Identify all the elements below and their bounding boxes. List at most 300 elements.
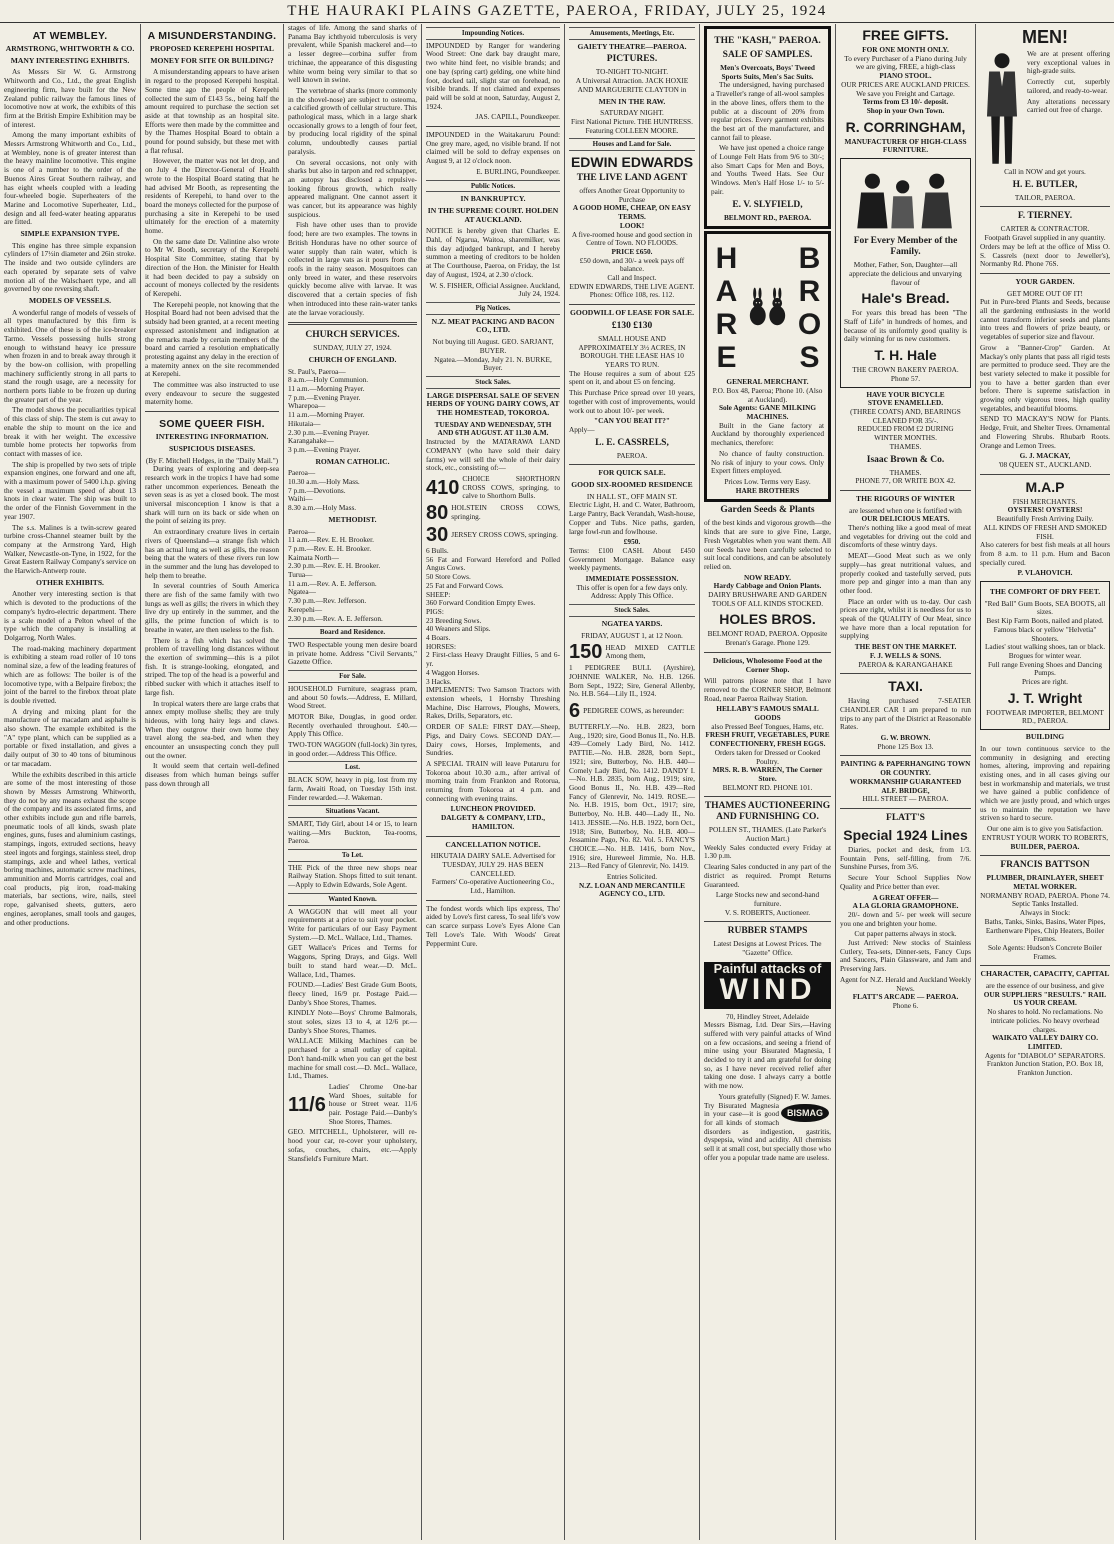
list-item: PIGS:	[426, 606, 444, 616]
article-paragraph: Another very interesting section is that which is devoted to the productions of the company's hydro-electric department. There is a scale model of a Pelton wheel of the type which the company is installing at Dolgarrog, North Wales.	[4, 589, 136, 642]
notice: THAMES.	[889, 441, 922, 451]
notice: (THREE COATS) AND, BEARINGS CLEANED FOR 35/-.	[850, 406, 961, 425]
notice: For years this bread has been "The Staff of Life" in hundreds of homes, and because of its uniformly good quality is daily winning for us new customers.	[844, 308, 967, 344]
list-item: 6 Bulls.	[426, 546, 449, 556]
signature: JAS. CAPILL, Poundkeeper.	[475, 112, 560, 122]
article-paragraph: The Kerepehi people, not knowing that the Hospital Board had not been advised that the subsidy had been granted, at a recent meeting expressed astonishment and indignation at the remarks made by certain members of the board and carried a resolution emphatically protesting against any delay in the erection of a maternity annex on the site recommended at Kerepehi.	[145, 299, 279, 379]
list-item: Paeroa—	[288, 468, 316, 478]
subheading: MODELS OF VESSELS.	[28, 295, 112, 305]
subheading: YOUR GARDEN.	[1015, 276, 1075, 286]
banner-line: Painful attacks of	[713, 960, 822, 976]
heading: SALE OF SAMPLES.	[722, 50, 813, 60]
list-item: 7 p.m.—Evening Prayer.	[288, 392, 361, 402]
section-label: Stock Sales.	[569, 604, 695, 617]
notice: SATURDAY NIGHT.	[600, 108, 664, 118]
notice: There's nothing like a good meal of meat and vegetables for driving out the cold and discomforts of these wintry days.	[840, 523, 971, 550]
section-label: Wanted Known.	[288, 893, 417, 906]
stock-lot	[426, 525, 560, 545]
column-6	[699, 24, 835, 1540]
proprietor: V. S. ROBERTS, Auctioneer.	[724, 907, 811, 917]
section-label: For Sale.	[288, 670, 417, 683]
notice: CARTER & CONTRACTOR.	[1000, 224, 1090, 234]
classified-ad: Ladies' Chrome One-bar Ward Shoes, suitable for house or Street wear. 11/6 pair. Postage Paid.—Danby's Shoe Stores, Thames.	[328, 1081, 417, 1126]
article-paragraph: A drying and mixing plant for the manufacture of tar macadam and asphalte is also shown. The example exhibited is the "A" type plant, which can be supplied as a portable or fixed installation, and gives a daily output of 30 to 40 tons of bituminous or tar macadam.	[4, 706, 136, 768]
notice: A GOOD HOME, CHEAP, ON EASY TERMS.	[572, 203, 692, 222]
shop-name: R. CORRINGHAM,	[845, 118, 966, 135]
notice: Mother, Father, Son, Daughter—all appreciate the delicious and unvarying flavour of	[849, 260, 962, 287]
stock-lot	[426, 503, 560, 523]
notice: FISH MERCHANTS.	[1012, 496, 1078, 506]
column-7	[835, 24, 975, 1540]
rc-list	[288, 469, 417, 513]
notice: 1 PEDIGREE BULL (Ayrshire), JOHNNIE WALKER, No. H.B. 1266. Born Sept., 1922; Sire, General Allenby, No. H.B. 564—Lily II., 1924.	[569, 663, 695, 699]
notice: PHONE 77, OR WRITE BOX 42.	[855, 476, 956, 486]
logo-text: HARE	[710, 242, 743, 375]
stock-description: CHOICE SHORTHORN CROSS COWS, springing, to calve to Shorthorn Bulls.	[462, 473, 560, 501]
sale-dates: TUESDAY AND WEDNESDAY, 5TH AND 6TH AUGUST. AT 11.30 A.M.	[434, 419, 552, 438]
list-item: 50 Store Cows.	[426, 572, 471, 582]
stock-count: 410	[426, 476, 460, 499]
proprietor: H. E. BUTLER,	[1012, 179, 1078, 190]
stock-list	[426, 547, 560, 686]
column-1	[0, 24, 140, 1540]
subheading: CHURCH OF ENGLAND.	[308, 354, 397, 364]
auctioneer: DALGETY & COMPANY, LTD., HAMILTON.	[440, 813, 546, 831]
stock-count: 30	[426, 524, 449, 547]
subheading: MONEY FOR SITE OR BUILDING?	[150, 55, 274, 65]
stock-description: JERSEY CROSS COWS, springing.	[451, 529, 558, 539]
subheading: CANCELLATION NOTICE.	[445, 839, 541, 849]
notice: Famous black or yellow "Helvetia" Shooters.	[993, 624, 1097, 643]
article-paragraph: The model shows the peculiarities typical of this class of ship. The stem is cut away to enable the ship to mount on the ice and break it with her weight. The excessive tumble home protects her topworks from contact with masses of ice.	[4, 405, 136, 458]
notice: MEAT—Good Meat such as we only supply—has great nutritional values, and properly cooked and tastefully served, puts more pep and ginger into a man than any other food.	[840, 551, 971, 595]
advert-verse: The fondest words which lips express, Tho' aided by Love's first caress, To seal life's vow can scarce surpass Love's Eyes Alone Can Tell Love's Tale. With Woods' Great Peppermint Cure.	[426, 903, 560, 948]
notice: We save you Freight and Cartage.	[856, 88, 955, 98]
stock-description: HOLSTEIN CROSS COWS, springing.	[451, 503, 560, 522]
section-label: Lost.	[288, 761, 417, 774]
article-paragraph: In several countries of South America there are fish of the same family with two lungs as well as gills; the rivers in which they live dry up entirely in the summer, and the gills, the prime function of which is to breathe in water, are then useless to the fish.	[145, 581, 279, 634]
proprietor: F. J. WELLS & SONS.	[869, 650, 942, 660]
shop-name: HARE BROTHERS	[735, 485, 800, 495]
classified-ad: SMART, Tidy Girl, about 14 or 15, to learn waiting.—Mrs Buckton, Tea-rooms, Paeroa.	[288, 818, 417, 846]
section-label: Amusements, Meetings, Etc.	[569, 27, 695, 40]
divider	[980, 273, 1110, 274]
list-item: 4 Waggon Horses.	[426, 667, 480, 677]
list-item: Hikutaia—	[288, 418, 321, 428]
notice: Ngatea.—Monday, July 21. N. BURKE, Buyer.	[434, 354, 552, 373]
address: BELMONT RD. PHONE 101.	[722, 782, 813, 792]
notice: Terms from £3 10/- deposit.	[862, 97, 949, 107]
subheading: GOOD SIX-ROOMED RESIDENCE	[571, 480, 693, 490]
divider	[840, 755, 971, 756]
notice: Just Arrived: New stocks of Stainless Cutlery, Tea-sets, Dinner-sets, Fancy Cups and Saucers, Plain Glassware, and Jam and Preserving Jars.	[840, 938, 971, 974]
hare-bros-ad	[704, 231, 831, 502]
notice: Grow a "Banner-Crop" Garden. At Mackay's only plants that pass all rigid tests are permitted to produce seed. They are the best variety selected to make it possible for you to have a better garden than ever before. There is supreme satisfaction in growing only vigorous trees, high quality vegetables, and beautiful blooms.	[980, 342, 1110, 413]
proprietor: BUILDER, PAEROA.	[1010, 841, 1080, 851]
notice: Call and Inspect.	[607, 273, 657, 283]
subheading: THE RIGOURS OF WINTER	[856, 493, 955, 503]
subheading: ARMSTRONG, WHITWORTH & CO.	[5, 44, 135, 53]
stock-count: 150	[569, 641, 603, 664]
address: FLATT'S ARCADE — PAEROA.	[852, 992, 959, 1002]
notice: 20/- down and 5/- per week will secure you one and brighten your home.	[840, 909, 971, 928]
bismag-logo: BISMAG	[781, 1104, 829, 1123]
proprietor: J. T. Wright	[1007, 689, 1083, 706]
notice: OYSTERS! OYSTERS!	[1007, 505, 1083, 515]
notice: Cut paper patterns always in stock.	[854, 929, 957, 939]
article-paragraph: The road-making machinery department is exhibiting a steam road roller of 10 tons nominal size, a few of the leading features of which are as follows: The boiler is of the locomotive type, with a Belpaire firebox; the joint of the barrel to the firebox throat plate is double rivetted.	[4, 643, 136, 705]
notice: "CAN YOU BEAT IT?"	[594, 416, 670, 426]
divider	[840, 673, 971, 674]
list-item: St. Paul's, Paeroa—	[288, 366, 346, 376]
notice: are lessened when one is fortified with	[849, 505, 962, 515]
divider	[980, 206, 1110, 207]
notice: ORDER OF SALE: FIRST DAY.—Sheep, Pigs, and Dairy Cows. SECOND DAY.—Dairy cows, Horses, Implements, and Sundries.	[426, 722, 560, 758]
stock-description: PEDIGREE COWS, as hereunder:	[583, 705, 685, 715]
address: POLLEN ST., THAMES. (Late Parker's Auction Mart.)	[708, 825, 827, 844]
proprietor: MRS. R. B. WARREN, The Corner Store.	[712, 765, 823, 783]
notice: Correctly cut, superbly tailored, and ready-to-wear.	[1027, 77, 1110, 95]
section-label: Pig Notices.	[426, 302, 560, 315]
notice: A GREAT OFFER—	[872, 892, 939, 902]
divider	[426, 836, 560, 837]
address: FOOTWEAR IMPORTER, BELMONT RD., PAEROA.	[986, 707, 1104, 726]
logo-text: BROS	[793, 242, 826, 375]
list-item: Paeroa—	[288, 526, 316, 536]
divider	[569, 464, 695, 465]
notice: Put in Pure-bred Plants and Seeds, because all the gardening enthusiasts in the world cannot transform inferior seeds and plants into trees and flowers of prize beauty, or vegetables of superior size and flavour.	[980, 297, 1110, 342]
article-paragraph: On several occasions, not only with sharks but also in tarpon and red schnapper, an autopsy has disclosed a repulsive-looking fibrous growth, which really appeared malignant. One cannot assert it was cancer, but its appearance was highly suspicious.	[288, 157, 417, 219]
film-title: MEN IN THE RAW.	[598, 96, 666, 106]
signature: W. S. FISHER, Official Assignee. Auckland, July 24, 1924.	[429, 280, 560, 299]
notice: In our town continuous service to the community in designing and erecting homes, altering, improving and repairing existing ones, and in all cases giving our best in workmanship and materials, we trust we have gained a public confidence of which we are justly proud, and which urges us to maintain the reputation we have striven so hard to secure.	[980, 743, 1110, 823]
family-illustration	[844, 166, 967, 232]
signature: E. BURLING, Poundkeeper.	[476, 166, 560, 176]
notice: Hardy Cabbage and Onion Plants.	[713, 581, 822, 591]
divider	[704, 921, 831, 922]
list-item: Turua—	[288, 570, 313, 580]
agent-name: EDWIN EDWARDS	[570, 154, 694, 171]
notice: Sole Agents: GANE MILKING MACHINES.	[718, 403, 817, 422]
notice: Always in Stock:	[1019, 908, 1071, 918]
notice: WINTER MONTHS.	[874, 433, 937, 443]
notice: TO-NIGHT TO-NIGHT.	[595, 67, 669, 77]
list-item: 2.30 p.m.—Rev. E. H. Brooker.	[288, 561, 381, 571]
classified-ad: FOUND.—Ladies' Best Grade Gum Boots, fleecy lined, 16/9 pr. Postage Paid.—Danby's Shoe Stores, Thames.	[288, 980, 417, 1007]
notice: SMALL HOUSE AND APPROXIMATELY 3½ ACRES, IN BOROUGH. THE LEASE HAS 10 YEARS TO RUN.	[578, 333, 686, 369]
shop-name: HOLES BROS.	[719, 611, 816, 628]
shop-name: FLATT'S	[886, 813, 925, 823]
notice: We are at present offering very exceptional values in high-grade suits.	[1027, 49, 1110, 76]
proprietor: T. H. Hale	[874, 347, 937, 364]
sale-heading: LARGE DISPERSAL SALE OF SEVEN HERDS OF YOUNG DAIRY COWS, AT THE HOMESTEAD, TOKOROA.	[426, 390, 560, 418]
cofe-list	[288, 368, 417, 455]
notice: of the best kinds and vigorous growth—the kinds that are sure to give Fine, Large, Fresh Vegetables when you want them. All our Seeds have been carefully selected to suit local conditions, and can be absolutely relied on.	[704, 518, 831, 571]
article-paragraph: As Messrs Sir W. G. Armstrong Whitworth and Co., Ltd., the great English engineering firm, have built for the New Zealand public railway the famous lines of locomotive now at work, the exhibits of this firm at the British Empire Exhibition may be of interest.	[4, 67, 136, 129]
notice: We have just opened a choice range of Lounge Felt Hats from 9/6 to 30/-; also Smart Caps for Men and Boys, and Youths Tweed Hats. See Our Windows. Men's Half Hose 1/- to 5/- pair.	[711, 143, 824, 196]
notice: Orders may be left at the office of Miss O. S. Cassrels (next door to Jeweller's), Normanby Rd. Phone 76S.	[980, 241, 1110, 269]
shop-name: Isaac Brown & Co.	[866, 454, 945, 465]
address: 70, Hindley Street, Adelaide	[726, 1011, 809, 1021]
column-2	[140, 24, 283, 1540]
notice: GET MORE OUT OF IT!	[1007, 288, 1083, 298]
section-label: Situations Vacant.	[288, 805, 417, 818]
heading: TAXI.	[888, 678, 923, 695]
subheading: GOODWILL OF LEASE FOR SALE.	[570, 308, 694, 318]
heading: Garden Seeds & Plants	[720, 505, 815, 516]
notice: This Purchase Price spread over 10 years, together with cost of improvements, would work out to about 10/- per week.	[569, 388, 695, 415]
classified-ad: GET Wallace's Prices and Terms for Waggons, Spring Drays, and Gigs. Well built to stand hard wear.—D. McL. Wallace, Ltd., Thames.	[288, 943, 417, 979]
notice: PLUMBER, DRAINLAYER, SHEET METAL WORKER.	[986, 873, 1104, 891]
notice: First National Picture. THE HUNTRESS. Featuring COLLEEN MOORE.	[571, 116, 693, 135]
list-item: 2.30 p.m.—Rev. A. E. Jefferson.	[288, 613, 383, 623]
notice: Baths, Tanks, Sinks, Basins, Water Pipes, Earthenware Pipes, Chip Heaters, Boiler Frames.	[984, 916, 1106, 944]
article-paragraph: There is a fish which has solved the problem of travelling long distances without the exertion of swimming—this is a pilot fish. It is strange-looking, elongated, and striped. The top of the head is a powerful and ribbed sucker with which it attaches itself to large fish.	[145, 635, 279, 697]
subheading: NGATEA YARDS.	[601, 618, 663, 628]
signature: Yours gratefully (Signed) F. W. James.	[718, 1091, 831, 1101]
article-paragraph: stages of life. Among the sand sharks of Panama Bay ichthyoid tuberculosis is very prevalent, while Spanish mackerel and—to a lesser degree—corbina suffer from trichinae, the appearance of this disgusting white worm being very similar to that so well known in swine.	[288, 24, 417, 85]
section-label: Board and Residence.	[288, 626, 417, 639]
methodist-list	[288, 528, 417, 624]
notice: Septic Tanks Installed.	[1011, 899, 1079, 909]
list-item: Kerepehi—	[288, 604, 323, 614]
article-paragraph: An extraordinary creature lives in certain rivers of Queensland—a strange fish which has an actual lung as well as gills, the reason being that the waters of these rivers run low in the summer and the lung has developed to help them to breathe.	[145, 527, 279, 580]
notice: MANUFACTURER OF HIGH-CLASS FURNITURE.	[844, 136, 967, 155]
classified-ad: THE Pick of the three new shops near Railway Station. Shops fitted to suit tenant.—Apply to Edwin Edwards, Sole Agent.	[288, 862, 417, 890]
proprietor: F. TIERNEY.	[1017, 211, 1073, 222]
notice: also Pressed Beef Tongues, Hams, etc.	[711, 721, 824, 731]
article-paragraph: This engine has three simple expansion cylinders of 17½in diameter and 26in stroke. The inside and two outside cylinders are each operated by separate sets of valve motion all of the Walschaert type, and all governed by one reversing shaft.	[4, 240, 136, 294]
testimonial: Messrs Bismag, Ltd. Dear Sirs,—Having suffered with very painful attacks of Wind on a few occasions, and seeing a friend of mine using your Bisurated Magnesia, I decided to try it and am grateful for doing so, as I have never received relief after taking one dose. I always carry a bottle with me now.	[704, 1020, 831, 1091]
notice: Any alterations necessary carried out free of charge.	[1027, 96, 1110, 115]
address: HILL STREET — PAEROA.	[862, 794, 949, 804]
notice: The undersigned, having purchased a Traveller's range of all-wool samples in the above lines, offers them to the public at a discount of 20% from regular prices. Every garment exhibits the best art of the manufacturer, and cannot fail to please.	[711, 80, 824, 142]
notice: OUR PRICES ARE AUCKLAND PRICES.	[841, 79, 970, 89]
notice: Diaries, pocket and desk, from 1/3. Fountain Pens, self-filling, from 7/6. Sunshine Purses, from 3/6.	[840, 845, 971, 872]
notice: SEND TO MACKAY'S NOW for Plants. Hedge, Fruit, and Shelter Trees. Ornamental and Flowering Shrubs. Rhubarb Roots. Orange and Lemon Trees.	[980, 414, 1110, 450]
divider	[145, 411, 279, 412]
notice: Entries Solicited.	[606, 872, 658, 882]
subheading: N.Z. MEAT PACKING AND BACON CO., LTD.	[431, 316, 555, 335]
address: '08 QUEEN ST., AUCKLAND.	[998, 459, 1092, 469]
notice: Footpath Gravel supplied in any quantity.	[984, 233, 1106, 243]
list-item: 360 Forward Condition Empty Ewes.	[426, 598, 536, 608]
hare-bros-logo	[711, 242, 824, 374]
article-paragraph: While the exhibits described in this article are some of the most interesting of those shown by Messrs Armstrong Whitworth, they do not by any means exhaust the scope of the company and its associated firms, and other exhibits include gun and rifle barrels, pneumatic tools of all kinds, swash plate engines, guns, fuses and aluminium castings, stampings, ingots, extruded sections, heavy steel ingots and forgings, stainless steel, drop stampings, axle and wheel lathes, vertical boring machines, automatic screw machines, ammunition and Morris cartridges, coal and coal products, pig iron, road-making materials, bar sections, wire, nails, steel rope, galvanised sheets, gutters, aero engines, aeroplanes, small tools and gauges, and other productions.	[4, 769, 137, 927]
subheading: SIMPLE EXPANSION TYPE.	[20, 229, 120, 239]
list-item: Kaimata North—	[288, 552, 339, 562]
notice: Built in the Gane factory at Auckland by thoroughly experienced mechanics, therefore:	[711, 420, 824, 448]
notice: Ladies' stout walking shoes, tan or black.	[984, 642, 1106, 652]
article-paragraph: In tropical waters there are large crabs that annex empty molluse shells; they are truly hideous, with long hairy legs and claws. When they outgrow their own home they travel along the sea-bed, and when they encounter an unsuspecting conch they pull out the owner.	[145, 698, 279, 760]
divider	[980, 474, 1110, 475]
article-paragraph: The ship is propelled by two sets of triple expansion engines, one forward and one aft, with a maximum power of 5400 i.h.p. giving the vessel a maximum speed of about 13 knots in clear water. The ship was built to the order of the Finnish Government in the year 1907.	[4, 459, 136, 521]
subheading: PROPOSED KEREPEHI HOSPITAL	[150, 44, 274, 53]
notice: ALL KINDS OF FRESH AND SMOKED FISH.	[983, 522, 1107, 541]
classified-ad: HOUSEHOLD Furniture, seagrass pram, and about 50 fowls.—Address, E. Millard, Wood Street.	[288, 683, 417, 711]
notice: IN HALL ST., OFF MAIN ST.	[586, 491, 678, 501]
article-paragraph: On the same date Dr. Valintine also wrote to Mr W. Booth, secretary of the Kerepehi Hospital Site Committee, stating that by direction of the Hon. the Minister for Health it had been decided to pay a subsidy on account of moneys collected by the residents of Kerepehi.	[145, 236, 279, 298]
subheading: THE COMFORT OF DRY FEET.	[989, 587, 1101, 597]
notice: HIKUTAIA DAIRY SALE. Advertised for TUESDAY, JULY 29. HAS BEEN CANCELLED.	[430, 851, 556, 878]
price: £950.	[623, 537, 641, 547]
notice: FOR ONE MONTH ONLY.	[862, 45, 949, 54]
proprietor: WAIKATO VALLEY DAIRY CO. LIMITED.	[991, 1033, 1099, 1051]
notice: No chance of faulty construction. No risk of injury to your cows. Only Expert fitters employed.	[711, 448, 824, 476]
agent-tagline: THE LIVE LAND AGENT	[576, 173, 688, 184]
shop-name: THE "KASH," PAEROA.	[714, 36, 821, 46]
list-item: 11 a.m.—Rev. A. E. Jefferson.	[288, 578, 377, 588]
proprietor: P. VLAHOVICH.	[1017, 568, 1073, 578]
heading: PICTURES.	[606, 54, 658, 65]
proprietor: FRANCIS BATTSON	[1000, 860, 1090, 871]
notice: HAVE YOUR BICYCLE	[866, 389, 945, 399]
stock-count: 80	[426, 502, 449, 525]
list-item: 56 Fat and Forward Hereford and Polled Angus Cows.	[426, 554, 560, 573]
article-paragraph: However, the matter was not let drop, and on July 4 the Director-General of Health wrote to the Hospital Board stating that he had advised Mr Booth, as representing the residents of Kerepehi, to hand over to the board the moneys collected for the purpose of purchasing a site in Kerepehi to be used ultimately for the erection of a maternity home.	[145, 156, 279, 236]
column-5	[564, 24, 699, 1540]
list-item: 7.30 p.m.—Rev. Jefferson.	[288, 596, 367, 606]
notice: A SPECIAL TRAIN will leave Putaruru for Tokoroa about 10.30 a.m., after arrival of morning train from Frankton and Rotorua, returning from Tokoroa at 4 p.m. and connecting with evening trains.	[426, 758, 560, 803]
list-item: 4 Boars.	[426, 633, 451, 643]
masthead: THE HAURAKI PLAINS GAZETTE, PAEROA, FRIDAY, JULY 25, 1924	[0, 0, 1114, 23]
notice: Apply—	[569, 424, 595, 434]
article-paragraph: Fish have other uses than to provide food; here are two examples. The towns in British Honduras have no other source of water supply than rain water, which is collected in large vats as it pours from the roofs in the rainy season. Mosquitoes can only breed in water, and these reservoirs quickly become alive with larvae. It was discovered that a certain species of fish when introduced into these rain-water tanks ate the larvae voraciously.	[288, 220, 417, 317]
notice: Address: Apply This Office.	[590, 591, 674, 601]
divider	[288, 322, 417, 325]
address: Phone 125 Box 13.	[877, 741, 934, 751]
notice: Brogues for winter wear.	[1008, 650, 1082, 660]
list-item: 10.30 a.m.—Holy Mass.	[288, 477, 360, 487]
list-item: Wharepoa—	[288, 401, 326, 411]
shop-name: M.A.P	[1025, 478, 1065, 495]
notice: Latest Designs at Lowest Prices. The "Gazette" Office.	[713, 939, 822, 958]
subheading: METHODIST.	[328, 514, 377, 524]
hales-ad	[840, 158, 971, 388]
stock-count: 6	[569, 700, 581, 723]
notice: OUR SUPPLIERS "RESULTS." RAIL US YOUR CREAM.	[983, 989, 1107, 1008]
notice: The House requires a sum of about £25 spent on it, and about £5 on fencing.	[569, 368, 695, 387]
list-item: 40 Weaners and Slips.	[426, 624, 491, 634]
headline-queer-fish: SOME QUEER FISH.	[159, 418, 265, 431]
classified-ad: WALLACE Milking Machines can be purchased for a small outlay of capital. Don't hand-milk when you can get the best machine for small cost.—D. McL. Wallace, Ltd., Thames.	[288, 1036, 417, 1081]
article-paragraph: The committee was also instructed to use every endeavour to secure the suggested maternity home.	[145, 380, 279, 407]
subheading: MANY INTERESTING EXHIBITS.	[10, 55, 130, 65]
heading: Special 1924 Lines	[843, 827, 968, 843]
list-item: HORSES:	[426, 641, 457, 651]
notice: Prices are right.	[1022, 677, 1068, 687]
list-item: 7 p.m.—Devotions.	[288, 485, 346, 495]
notice: Clearing Sales conducted in any part of the district as required. Prompt Returns Guaranteed.	[704, 862, 831, 889]
notice: Electric Light, H. and C. Water, Bathroom, Large Pantry, Back Verandah, Wash-house, Copper and Tubs. Nice paths, garden, large fowl-run and fowlhouse.	[569, 500, 695, 536]
notice: A five-roomed house and good section in Centre of Town. NO FLOODS.	[571, 229, 693, 248]
stock-lot	[569, 642, 695, 662]
list-item: Waihi—	[288, 494, 313, 504]
address: Phone 6.	[892, 1000, 919, 1010]
divider	[704, 652, 831, 653]
notice: WORKMANSHIP GUARANTEED	[849, 776, 962, 786]
proprietor: E. V. SLYFIELD,	[732, 199, 803, 210]
heading: For Every Member of the Family.	[853, 236, 958, 258]
divider	[840, 808, 971, 809]
notice: Beautifully Fresh Arriving Daily.	[996, 514, 1094, 524]
classified-ad: BLACK SOW, heavy in pig, lost from my farm, Awaiti Road, on Tuesday 15th inst. Finder rewarded.—J. Wakeman.	[288, 775, 417, 802]
list-item: Ngatea—	[288, 587, 316, 597]
notice: THE BEST ON THE MARKET.	[854, 642, 957, 652]
subheading: CHARACTER, CAPACITY, CAPITAL	[980, 969, 1110, 979]
section-label: To Let.	[288, 849, 417, 862]
list-item: 11 a.m.—Morning Prayer.	[288, 410, 365, 420]
notice: Agent for N.Z. Herald and Auckland Weekly News.	[840, 974, 971, 993]
notice: PAINTING & PAPERHANGING TOWN OR COUNTRY.	[840, 759, 971, 778]
price: PRICE £650.	[611, 246, 653, 256]
list-item: 3 p.m.—Evening Prayer.	[288, 444, 361, 454]
notice: PAEROA.	[616, 450, 648, 460]
column-3	[283, 24, 421, 1540]
notice: Sole Agents: Hudson's Concrete Boiler Frames.	[988, 942, 1102, 961]
theatre-name: GAIETY THEATRE—PAEROA.	[577, 41, 687, 51]
subheading: INTERESTING INFORMATION.	[155, 432, 269, 442]
notice: Agents for "DIABOLO" SEPARATORS. Frankton Junction Station, P.O. Box 18, Frankton Junction.	[984, 1050, 1106, 1078]
subheading: Delicious, Wholesome Food at the Corner Shop.	[712, 655, 823, 674]
section-label: Public Notices.	[426, 180, 560, 193]
notice: STOVE ENAMELLED.	[867, 398, 944, 408]
address: BELMONT ROAD, PAEROA. Opposite Brenan's Garage. Phone 129.	[707, 629, 828, 648]
article-paragraph: It would seem that certain well-defined diseases from which human beings suffer pass down through all	[145, 761, 279, 788]
headline-at-wembley: AT WEMBLEY.	[32, 30, 108, 42]
classified-ad: TWO-TON WAGGON (full-lock) 3in tyres, in good order.—Address This Office.	[288, 740, 417, 758]
notice: Instructed by the MATARAWA LAND COMPANY (who have sold their dairy farms) we will sell the whole of their dairy stock, etc., consisting of:—	[426, 437, 560, 473]
notice: Not buying till August. GEO. SARJANT, BUYER.	[432, 337, 554, 355]
notice: DAIRY BRUSHWARE AND GARDEN TOOLS OF ALL KINDS STOCKED.	[708, 590, 827, 608]
list-item: 11 a.m.—Rev. E. H. Brooker.	[288, 535, 374, 545]
section-label: Impounding Notices.	[426, 27, 560, 40]
notice: NOW READY.	[743, 572, 792, 582]
headline-misunderstanding: A MISUNDERSTANDING.	[147, 30, 277, 42]
notice: NOTICE is hereby given that Charles E. Dahl, of Ngarua, Waitoa, sharemilker, was this day adjudged bankrupt, and I hereby summon a meeting of creditors to be holden at The Courthouse, Paeroa, on Friday, the 1st day of August, 1924, at 2.30 o'clock.	[426, 226, 560, 279]
classified-ad: TWO Respectable young men desire board in private home. Address "Civil Servants," Gazette Office.	[288, 640, 417, 667]
notice: IMPOUNDED in the Waitakaruru Pound: One grey mare, aged, no visible brand. If not claimed will be sold to defray expenses on August 9, at 12 o'clock noon.	[426, 130, 560, 166]
address: THE CROWN BAKERY PAEROA. Phone 57.	[852, 365, 959, 383]
notice: £50 down, and 30/- a week pays off balance.	[579, 255, 685, 274]
subheading: SUSPICIOUS DISEASES.	[168, 443, 256, 453]
notice: offers Another Great Opportunity to Purchase	[579, 186, 685, 204]
list-item: 8 a.m.—Holy Communion.	[288, 375, 369, 385]
notice: PIANO STOOL.	[879, 71, 932, 81]
bismag-banner	[704, 962, 831, 1009]
notice: ENTRUST YOUR WORK TO ROBERTS,	[981, 832, 1109, 842]
subheading: ROMAN CATHOLIC.	[315, 456, 390, 466]
address: P.O. Box 48, Paeroa; Phone 10. (Also at Auckland).	[712, 385, 823, 404]
notice: IMPLEMENTS: Two Samson Tractors with extension wheels, 1 Hornsby Threshing Machine, Disc Harrows, Ploughs, Mowers, Rakes, Drills, Separators, etc.	[426, 685, 560, 721]
men-ad	[980, 50, 1110, 168]
notice: Weekly Sales conducted every Friday at 1.30 p.m.	[704, 842, 831, 861]
divider	[569, 304, 695, 305]
article-paragraph: The vertebrae of sharks (more commonly in the shovel-nose) are subject to osteoma, a calcified growth of cellular structure. This pathological mass, which in a large shark occasionally grows to a length of four feet, by producing local rigidity of the spinal column, undoubtedly causes partial paralysis.	[288, 85, 417, 156]
list-item: 8.30 a.m.—Holy Mass.	[288, 503, 357, 513]
notice: Secure Your School Supplies Now Quality and Price better than ever.	[840, 873, 971, 891]
article-paragraph: Among the many important exhibits of Messrs Armstrong Whitworth and Co., Ltd., at Wembley, none is of greater interest than the heavy mainline locomotive. This engine is one of a number to the order of the Buenos Aires Great Southern railway, and has eight wheels coupled with a leading four-wheeled bogie. Superheaters of the Marine and Locomotive Superheater, Ltd., design and all feed-water heating apparatus are fitted.	[4, 130, 136, 227]
kash-ad	[704, 26, 831, 229]
address: PAEROA & KARANGAHAKE	[858, 659, 953, 669]
auctioneer: Farmers' Co-operative Auctioneering Co., Ltd., Hamilton.	[431, 877, 555, 896]
column-4	[421, 24, 564, 1540]
stock-description: HEAD MIXED CATTLE Among them,	[605, 642, 695, 661]
banner-word: WIND	[719, 972, 816, 1006]
notice: Call in NOW and get yours.	[1004, 167, 1086, 176]
heading: RUBBER STAMPS	[727, 926, 808, 937]
notice: This offer is open for a few days only.	[576, 582, 688, 592]
